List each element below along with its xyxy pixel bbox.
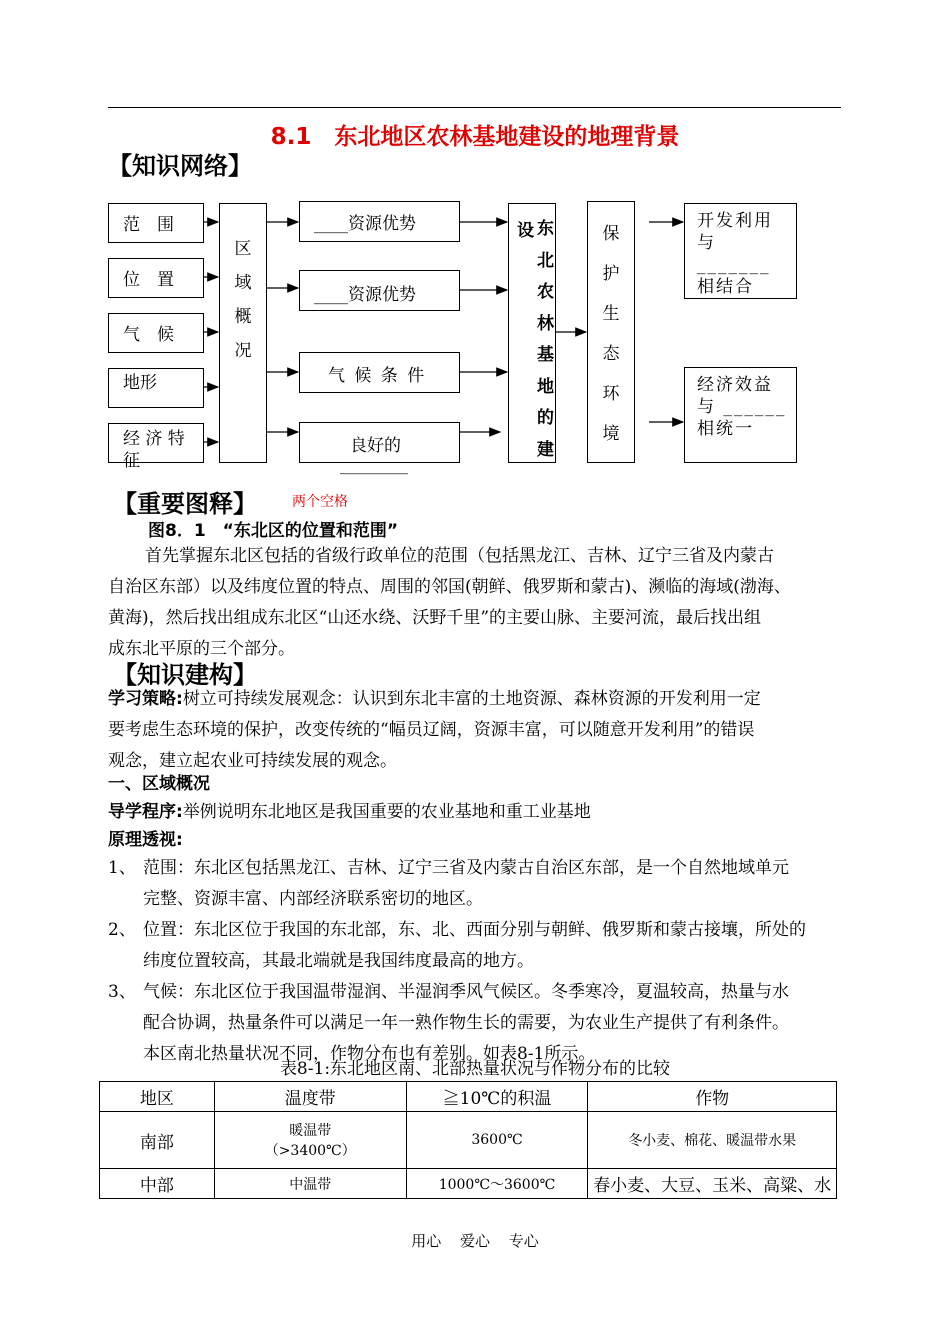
construction-column: 东 北 农 林 基 地 的 建 [537, 219, 554, 460]
item-position: 位 置 [108, 258, 204, 298]
figure-caption: 图8．1 “东北区的位置和范围” [148, 521, 399, 541]
page-title: 8.1 东北地区农林基地建设的地理背景 [270, 124, 680, 150]
result-box-1: 开发利用与 _______ 相结合 [684, 203, 797, 299]
climate-conditions-box: 气 候 条 件 [299, 352, 460, 393]
item-economy: 经 济 特征 [108, 423, 204, 463]
resource-box-1: ____资源优势 [299, 201, 460, 242]
guide-line: 导学程序:举例说明东北地区是我国重要的农业基地和重工业基地 [108, 802, 591, 822]
table-caption: 表8-1:东北地区南、北部热量状况与作物分布的比较 [279, 1059, 671, 1079]
heading-region-overview: 一、区域概况 [108, 774, 210, 794]
item-terrain: 地形 [108, 368, 204, 408]
strategy-paragraph: 学习策略:树立可持续发展观念：认识到东北丰富的土地资源、森林资源的开发利用一定 要考虑生态环境的保护，改变传统的“幅员辽阔，资源丰富，可以随意开发利用”的错误 观念，建立起农业可持续发展的观念。 [108, 689, 761, 771]
result-box-2: 经济效益 与 ______ 相统一 [684, 367, 797, 463]
principle-list [108, 853, 848, 1070]
protect-environment-box: 保 护 生 态 环 境 [587, 201, 635, 463]
comparison-table [99, 1081, 837, 1199]
section-important-figures: 【重要图释】 [113, 490, 257, 518]
table-header-row: 地区 温度带 ≧10℃的积温 作物 [100, 1082, 837, 1112]
list-item: 2、 位置：东北区位于我国的东北部，东、北、西面分别与朝鲜、俄罗斯和蒙古接壤，所处的 纬度位置较高，其最北端就是我国纬度最高的地方。 [108, 920, 806, 971]
section-knowledge-network: 【知识网络】 [108, 152, 252, 180]
item-climate: 气 候 [108, 313, 204, 353]
strategy-label: 学习策略: [108, 689, 183, 709]
item-range: 范 围 [108, 203, 204, 243]
annotation-note: 两个空格 [292, 494, 348, 510]
table-row: 南部 暖温带 （>3400℃） 3600℃ 冬小麦、棉花、暖温带水果 [100, 1112, 837, 1169]
page-footer: 用心 爱心 专心 [411, 1232, 539, 1250]
principle-label: 原理透视: [108, 830, 183, 850]
list-item: 3、 气候：东北区位于我国温带湿润、半湿润季风气候区。冬季寒冷，夏温较高，热量与水 配合协调，热量条件可以满足一年一熟作物生长的需要，为农业生产提供了有利条件。 本区南北热量状况不同，作物分布也有差别。如表8-1所示。 [108, 982, 789, 1064]
table-row: 中部 中温带 1000℃～3600℃ 春小麦、大豆、玉米、高粱、水 [100, 1169, 837, 1199]
region-overview-box: 区 域 概 况 [219, 203, 267, 463]
resource-box-2: ____资源优势 [299, 270, 460, 311]
section-knowledge-construction: 【知识建构】 [113, 661, 257, 689]
list-item: 1、 范围：东北区包括黑龙江、吉林、辽宁三省及内蒙古自治区东部，是一个自然地域单元 完整、资源丰富、内部经济联系密切的地区。 [108, 858, 789, 909]
construction-left-char: 设 [517, 221, 534, 241]
diagram-arrows [0, 0, 950, 500]
good-box: 良好的 [299, 422, 460, 463]
good-blank: ________ [340, 455, 408, 475]
figure-paragraph: 首先掌握东北区包括的省级行政单位的范围（包括黑龙江、吉林、辽宁三省及内蒙古 自治区东部）以及纬度位置的特点、周围的邻国(朝鲜、俄罗斯和蒙古)、濒临的海域(渤海、 黄海)，然后找出组成东北区“山还水绕、沃野千里”的主要山脉、主要河流，最后找出组 成东北平原的三个部分。 [108, 546, 791, 659]
